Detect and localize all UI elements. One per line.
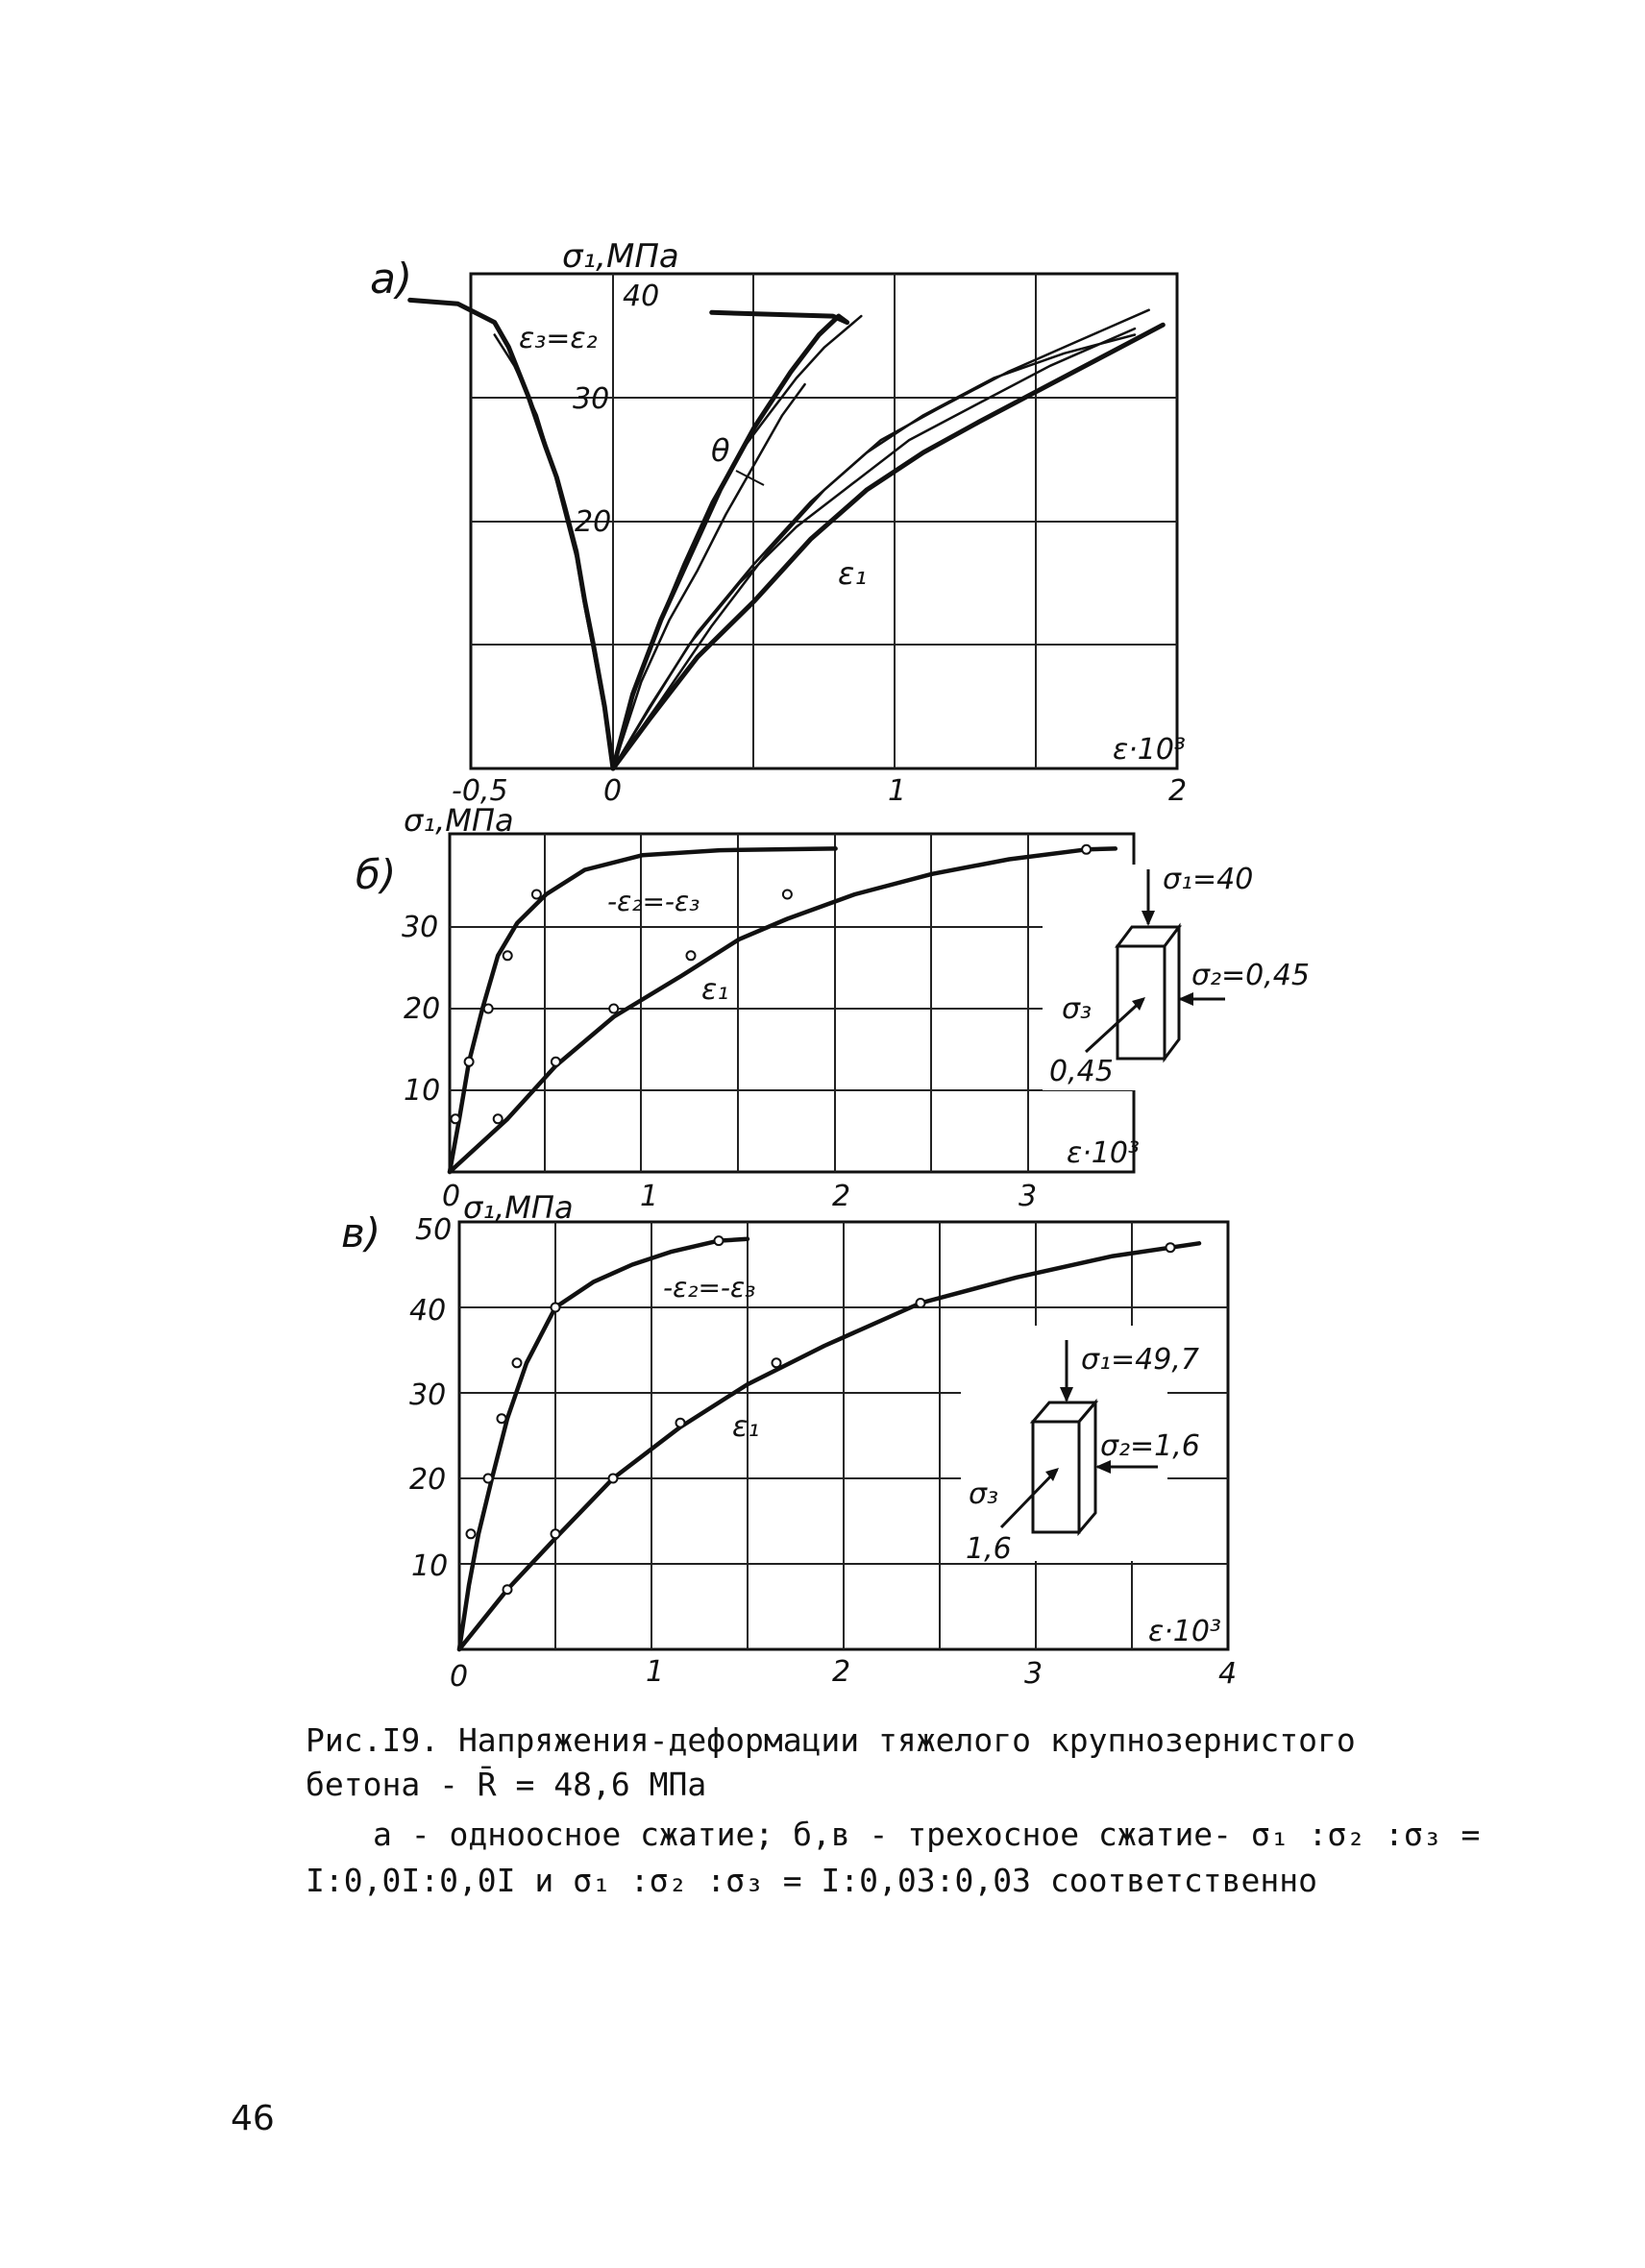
panel-b-inset-sigma3-value: 0,45 <box>1049 1055 1114 1088</box>
panel-a-ytick-40: 40 <box>623 280 660 313</box>
panel-a-ytick-30: 30 <box>573 382 610 416</box>
panel-b-inset-element <box>1117 927 1179 1059</box>
panel-c-ytick-30: 30 <box>409 1378 447 1412</box>
panel-b-chart <box>356 802 1310 1213</box>
panel-a-annot-e3e2: ε₃=ε₂ <box>519 322 598 355</box>
panel-a-annot-e1: ε₁ <box>838 555 868 592</box>
panel-c-annot-e2e3: -ε₂=-ε₃ <box>663 1272 756 1304</box>
caption-line-4: I:0,0I:0,0I и σ₁ :σ₂ :σ₃ = I:0,03:0,03 соответственно <box>306 1862 1317 1899</box>
panel-a-curves <box>410 300 1164 768</box>
panel-c-ytick-10: 10 <box>411 1549 449 1583</box>
panel-b-frame <box>450 834 1134 1172</box>
panel-c-ytick-50: 50 <box>415 1213 453 1247</box>
panel-c-data-point-1-4 <box>773 1358 781 1367</box>
panel-c-xtick-2: 2 <box>832 1655 851 1689</box>
panel-b-data-point-1-3 <box>687 951 696 960</box>
panel-c-inset-sigma3-value: 1,6 <box>966 1532 1012 1566</box>
panel-c-annot-e1: ε₁ <box>732 1410 760 1444</box>
panel-b-ytick-10: 10 <box>404 1074 441 1108</box>
page-number: 46 <box>231 2099 275 2138</box>
panel-c-ytick-20: 20 <box>409 1463 447 1497</box>
caption-line-1: Рис.I9. Напряжения-деформации тяжелого крупнозернистого <box>306 1721 1356 1759</box>
panel-a-ytick-20: 20 <box>575 505 612 539</box>
panel-a-label: а) <box>370 255 413 304</box>
panel-c-data-point-0-3 <box>513 1358 522 1367</box>
panel-c-inset-element <box>1033 1402 1095 1532</box>
panel-a-xtick-0: 0 <box>603 774 623 808</box>
panel-c-xlabel: ε·10³ <box>1148 1615 1221 1648</box>
panel-c-data-point-1-6 <box>1166 1243 1175 1252</box>
panel-c-label: в) <box>341 1209 381 1256</box>
panel-c-ylabel: σ₁,МПа <box>463 1189 574 1226</box>
panel-c-data-point-0-0 <box>467 1529 476 1538</box>
panel-b-data-point-0-4 <box>532 890 541 899</box>
panel-b-annot-e1: ε₁ <box>701 973 729 1007</box>
panel-c-ytick-40: 40 <box>409 1294 447 1328</box>
panel-b-inset-sigma2: σ₂=0,45 <box>1191 959 1310 992</box>
panel-c-data-point-0-2 <box>498 1414 506 1423</box>
panel-b-xtick-1: 1 <box>640 1180 659 1213</box>
caption-line-3: а - одноосное сжатие; б,в - трехосное сжатие- σ₁ :σ₂ :σ₃ = <box>373 1816 1481 1853</box>
panel-b-series-line-1 <box>450 848 1116 1172</box>
panel-b-annot-e2e3: -ε₂=-ε₃ <box>607 886 700 917</box>
panel-c-data-point-0-5 <box>715 1236 724 1245</box>
panel-b-xtick-2: 2 <box>832 1180 851 1213</box>
panel-c-data-point-1-1 <box>552 1529 560 1538</box>
panel-b-xtick-3: 3 <box>1019 1180 1038 1213</box>
panel-c-data-point-1-2 <box>609 1475 618 1483</box>
panel-c-data-point-0-4 <box>552 1304 560 1312</box>
panel-a-xtick-1: 1 <box>888 774 907 808</box>
panel-c-data-point-1-0 <box>503 1585 512 1594</box>
panel-a-series-line-8 <box>613 310 1149 768</box>
panel-b-ytick-20: 20 <box>404 992 441 1026</box>
panel-a-annot-theta: θ <box>711 432 730 469</box>
panel-a-xtick-2: 2 <box>1168 774 1188 808</box>
panel-b-inset-sigma3: σ₃ <box>1062 992 1093 1026</box>
panel-c-inset-sigma1: σ₁=49,7 <box>1081 1343 1199 1377</box>
panel-b-ytick-30: 30 <box>402 911 439 944</box>
panel-b-data-point-1-1 <box>552 1058 560 1066</box>
panel-c-inset-sigma2: σ₂=1,6 <box>1100 1429 1200 1463</box>
panel-b-data-point-1-5 <box>1082 845 1091 854</box>
panel-c-xtick-4: 4 <box>1218 1657 1238 1691</box>
panel-b-grid <box>450 834 1134 1172</box>
panel-c-chart <box>341 1189 1237 1694</box>
panel-b-xtick-0: 0 <box>442 1180 461 1213</box>
panel-c-xtick-1: 1 <box>646 1655 665 1689</box>
panel-c-inset-sigma3: σ₃ <box>969 1477 999 1511</box>
panel-b-data-point-0-2 <box>484 1005 493 1013</box>
caption-line-2: бетона - R̄ = 48,6 МПа <box>306 1766 707 1803</box>
panel-b-data-point-0-3 <box>503 951 512 960</box>
panel-a-chart <box>370 237 1187 808</box>
panel-b-data-point-1-2 <box>609 1005 618 1013</box>
panel-c-data-point-0-1 <box>484 1475 493 1483</box>
panel-a-series-line-3 <box>613 316 861 768</box>
panel-b-data-point-1-4 <box>783 890 792 899</box>
panel-b-xlabel: ε·10³ <box>1067 1136 1140 1170</box>
panel-a-xtick-m05: -0,5 <box>452 774 508 808</box>
panel-b-data-point-1-0 <box>494 1114 503 1123</box>
panel-c-xtick-0: 0 <box>450 1660 469 1694</box>
panel-b-data-point-0-1 <box>465 1058 474 1066</box>
panel-c-xtick-3: 3 <box>1024 1657 1043 1691</box>
panel-b-data-point-0-0 <box>452 1114 460 1123</box>
panel-c-data-point-1-5 <box>917 1299 925 1307</box>
panel-b-ylabel: σ₁,МПа <box>404 802 514 839</box>
panel-b-inset-sigma1: σ₁=40 <box>1163 863 1254 896</box>
panel-a-xlabel: ε·10³ <box>1113 733 1186 767</box>
panel-c-data-point-1-3 <box>676 1419 685 1427</box>
panel-b-label: б) <box>356 851 397 898</box>
panel-a-ylabel: σ₁,МПа <box>562 237 679 276</box>
